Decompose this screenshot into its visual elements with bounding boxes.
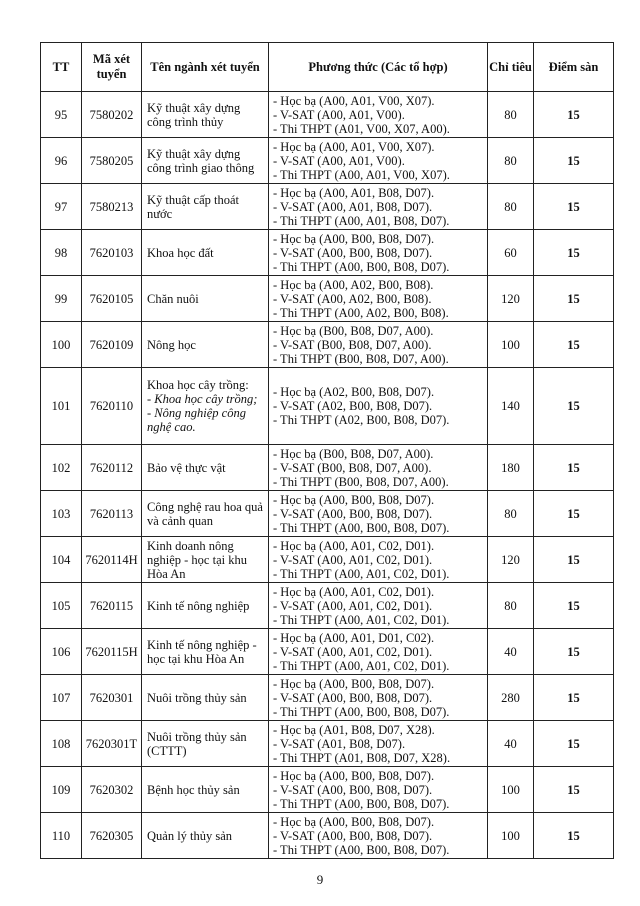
cell-name <box>142 767 269 813</box>
table-row <box>41 276 614 322</box>
cell-score: 15 <box>534 322 614 368</box>
cell-code: 7620305 <box>82 813 142 859</box>
cell-tt: 96 <box>41 138 82 184</box>
method-line: - V-SAT (B00, B08, D07, A00). <box>273 337 432 352</box>
method-line: - Thi THPT (A00, B00, B08, D07). <box>273 259 450 274</box>
cell-tt: 110 <box>41 813 82 859</box>
cell-tt: 109 <box>41 767 82 813</box>
cell-quota: 60 <box>488 230 534 276</box>
header-score: Điểm sàn <box>534 43 614 92</box>
cell-quota: 80 <box>488 92 534 138</box>
cell-tt: 108 <box>41 721 82 767</box>
major-name: Nông học <box>147 337 196 352</box>
table-row <box>41 629 614 675</box>
method-line: - Học bạ (A00, A01, C02, D01). <box>273 538 435 553</box>
cell-code: 7620112 <box>82 445 142 491</box>
cell-quota: 120 <box>488 537 534 583</box>
method-line: - Thi THPT (A00, A02, B00, B08). <box>273 305 449 320</box>
cell-quota: 100 <box>488 767 534 813</box>
cell-code: 7620103 <box>82 230 142 276</box>
method-line: - V-SAT (B00, B08, D07, A00). <box>273 460 432 475</box>
cell-method <box>269 92 488 138</box>
cell-code: 7620115 <box>82 583 142 629</box>
cell-tt: 104 <box>41 537 82 583</box>
method-line: - Thi THPT (A00, B00, B08, D07). <box>273 704 450 719</box>
cell-name <box>142 184 269 230</box>
cell-code: 7620301T <box>82 721 142 767</box>
header-name: Tên ngành xét tuyển <box>142 43 269 92</box>
method-line: - V-SAT (A00, B00, B08, D07). <box>273 690 433 705</box>
cell-name <box>142 276 269 322</box>
method-line: - Học bạ (B00, B08, D07, A00). <box>273 446 434 461</box>
method-line: - V-SAT (A00, A01, V00). <box>273 153 405 168</box>
cell-method <box>269 491 488 537</box>
method-line: - Học bạ (A00, A01, B08, D07). <box>273 185 435 200</box>
table-row <box>41 138 614 184</box>
method-line: - V-SAT (A00, A01, C02, D01). <box>273 598 433 613</box>
cell-score: 15 <box>534 445 614 491</box>
method-line: - V-SAT (A00, A01, B08, D07). <box>273 199 433 214</box>
cell-score: 15 <box>534 721 614 767</box>
cell-score: 15 <box>534 767 614 813</box>
method-line: - V-SAT (A00, A01, C02, D01). <box>273 644 433 659</box>
table-row <box>41 322 614 368</box>
method-line: - V-SAT (A02, B00, B08, D07). <box>273 399 433 413</box>
cell-tt: 105 <box>41 583 82 629</box>
admission-table <box>40 42 614 859</box>
cell-tt: 97 <box>41 184 82 230</box>
method-line: - Thi THPT (A00, B00, B08, D07). <box>273 796 450 811</box>
cell-score: 15 <box>534 230 614 276</box>
table-row <box>41 721 614 767</box>
major-name: Khoa học cây trồng: <box>147 378 249 392</box>
method-line: - V-SAT (A00, B00, B08, D07). <box>273 506 433 521</box>
cell-quota: 80 <box>488 491 534 537</box>
method-line: - Thi THPT (A02, B00, B08, D07). <box>273 413 450 427</box>
cell-score: 15 <box>534 675 614 721</box>
cell-method <box>269 445 488 491</box>
major-sub-item: - Nông nghiệp công nghệ cao. <box>147 406 246 434</box>
cell-quota: 40 <box>488 629 534 675</box>
major-name: Kỹ thuật xây dựng công trình thủy <box>147 100 241 129</box>
table-row <box>41 537 614 583</box>
cell-quota: 80 <box>488 138 534 184</box>
major-name: Bệnh học thủy sản <box>147 782 240 797</box>
cell-code: 7620114H <box>82 537 142 583</box>
cell-score: 15 <box>534 583 614 629</box>
cell-code: 7580213 <box>82 184 142 230</box>
header-code: Mã xét tuyển <box>82 43 142 92</box>
table-row <box>41 368 614 445</box>
header-tt: TT <box>41 43 82 92</box>
method-line: - Học bạ (A00, A01, V00, X07). <box>273 93 435 108</box>
method-line: - Học bạ (A00, B00, B08, D07). <box>273 814 435 829</box>
major-name: Kinh doanh nông nghiệp - học tại khu Hòa An <box>147 538 247 581</box>
cell-method <box>269 629 488 675</box>
cell-name <box>142 721 269 767</box>
cell-name <box>142 675 269 721</box>
cell-tt: 100 <box>41 322 82 368</box>
cell-quota: 80 <box>488 184 534 230</box>
method-line: - Học bạ (A00, A01, D01, C02). <box>273 630 435 645</box>
method-line: - Học bạ (A02, B00, B08, D07). <box>273 385 435 399</box>
cell-code: 7620302 <box>82 767 142 813</box>
cell-method <box>269 184 488 230</box>
cell-method <box>269 537 488 583</box>
table-row <box>41 184 614 230</box>
cell-method <box>269 583 488 629</box>
cell-quota: 120 <box>488 276 534 322</box>
method-line: - V-SAT (A00, B00, B08, D07). <box>273 828 433 843</box>
method-line: - V-SAT (A01, B08, D07). <box>273 736 406 751</box>
cell-tt: 103 <box>41 491 82 537</box>
major-name: Quản lý thủy sản <box>147 828 233 843</box>
major-sub-item: - Khoa học cây trồng; <box>147 392 258 406</box>
header-method: Phương thức (Các tổ hợp) <box>269 43 488 92</box>
cell-code: 7580205 <box>82 138 142 184</box>
table-row <box>41 675 614 721</box>
method-line: - Học bạ (A01, B08, D07, X28). <box>273 722 435 737</box>
cell-method <box>269 230 488 276</box>
method-line: - Thi THPT (A00, A01, C02, D01). <box>273 658 450 673</box>
cell-name <box>142 583 269 629</box>
cell-code: 7620301 <box>82 675 142 721</box>
table-row <box>41 92 614 138</box>
page-number: 9 <box>316 872 324 887</box>
cell-method <box>269 322 488 368</box>
cell-quota: 180 <box>488 445 534 491</box>
method-line: - V-SAT (A00, B00, B08, D07). <box>273 782 433 797</box>
cell-score: 15 <box>534 629 614 675</box>
method-line: - V-SAT (A00, A02, B00, B08). <box>273 291 432 306</box>
method-line: - Học bạ (A00, B00, B08, D07). <box>273 768 435 783</box>
cell-name <box>142 813 269 859</box>
cell-method <box>269 675 488 721</box>
method-line: - Học bạ (A00, A01, C02, D01). <box>273 584 435 599</box>
cell-code: 7620105 <box>82 276 142 322</box>
method-line: - V-SAT (A00, A01, C02, D01). <box>273 552 433 567</box>
cell-score: 15 <box>534 537 614 583</box>
cell-code: 7620109 <box>82 322 142 368</box>
cell-tt: 102 <box>41 445 82 491</box>
method-line: - Thi THPT (A01, V00, X07, A00). <box>273 121 450 136</box>
method-line: - Học bạ (A00, B00, B08, D07). <box>273 492 435 507</box>
method-line: - Thi THPT (A00, A01, C02, D01). <box>273 612 450 627</box>
cell-name <box>142 445 269 491</box>
cell-score: 15 <box>534 92 614 138</box>
header-quota: Chỉ tiêu <box>488 43 534 92</box>
cell-score: 15 <box>534 184 614 230</box>
major-name: Kỹ thuật xây dựng công trình giao thông <box>147 146 255 175</box>
cell-quota: 280 <box>488 675 534 721</box>
cell-name <box>142 491 269 537</box>
method-line: - Thi THPT (B00, B08, D07, A00). <box>273 474 449 489</box>
cell-name <box>142 368 269 445</box>
method-line: - Học bạ (B00, B08, D07, A00). <box>273 323 434 338</box>
cell-score: 15 <box>534 276 614 322</box>
major-name: Kinh tế nông nghiệp <box>147 598 250 613</box>
method-line: - V-SAT (A00, A01, V00). <box>273 107 405 122</box>
header-row <box>41 43 614 92</box>
method-line: - Học bạ (A00, B00, B08, D07). <box>273 676 435 691</box>
cell-method <box>269 368 488 445</box>
cell-method <box>269 138 488 184</box>
cell-tt: 95 <box>41 92 82 138</box>
method-line: - Thi THPT (A00, A01, V00, X07). <box>273 167 450 182</box>
cell-tt: 98 <box>41 230 82 276</box>
cell-quota: 140 <box>488 368 534 445</box>
major-name: Bảo vệ thực vật <box>147 460 226 475</box>
table-body <box>41 92 614 859</box>
method-line: - Thi THPT (A00, B00, B08, D07). <box>273 842 450 857</box>
method-line: - Thi THPT (A00, A01, C02, D01). <box>273 566 450 581</box>
method-line: - Học bạ (A00, A01, V00, X07). <box>273 139 435 154</box>
cell-tt: 106 <box>41 629 82 675</box>
table-row <box>41 445 614 491</box>
cell-quota: 100 <box>488 322 534 368</box>
cell-tt: 107 <box>41 675 82 721</box>
cell-quota: 40 <box>488 721 534 767</box>
table-row <box>41 491 614 537</box>
table-row <box>41 583 614 629</box>
cell-name <box>142 230 269 276</box>
major-name: Chăn nuôi <box>147 291 199 306</box>
major-name: Kinh tế nông nghiệp - học tại khu Hòa An <box>147 637 257 666</box>
major-name: Công nghệ rau hoa quả và cảnh quan <box>147 499 263 528</box>
cell-code: 7620115H <box>82 629 142 675</box>
cell-name <box>142 629 269 675</box>
cell-name <box>142 537 269 583</box>
major-name: Nuôi trồng thủy sản <box>147 690 247 705</box>
method-line: - Thi THPT (A01, B08, D07, X28). <box>273 750 451 765</box>
cell-score: 15 <box>534 813 614 859</box>
cell-tt: 101 <box>41 368 82 445</box>
cell-name <box>142 322 269 368</box>
cell-tt: 99 <box>41 276 82 322</box>
table-row <box>41 813 614 859</box>
method-line: - Thi THPT (A00, A01, B08, D07). <box>273 213 450 228</box>
method-line: - Thi THPT (B00, B08, D07, A00). <box>273 351 449 366</box>
cell-quota: 100 <box>488 813 534 859</box>
cell-name <box>142 138 269 184</box>
method-line: - Thi THPT (A00, B00, B08, D07). <box>273 520 450 535</box>
major-name: Kỹ thuật cấp thoát nước <box>147 192 239 221</box>
major-name: Nuôi trồng thủy sản (CTTT) <box>147 729 247 758</box>
table-row <box>41 767 614 813</box>
cell-score: 15 <box>534 368 614 445</box>
method-line: - V-SAT (A00, B00, B08, D07). <box>273 245 433 260</box>
cell-quota: 80 <box>488 583 534 629</box>
cell-code: 7620110 <box>82 368 142 445</box>
method-line: - Học bạ (A00, B00, B08, D07). <box>273 231 435 246</box>
cell-score: 15 <box>534 491 614 537</box>
cell-code: 7620113 <box>82 491 142 537</box>
cell-method <box>269 767 488 813</box>
table-row <box>41 230 614 276</box>
cell-method <box>269 276 488 322</box>
method-line: - Học bạ (A00, A02, B00, B08). <box>273 277 434 292</box>
cell-method <box>269 721 488 767</box>
cell-score: 15 <box>534 138 614 184</box>
cell-code: 7580202 <box>82 92 142 138</box>
cell-name <box>142 92 269 138</box>
cell-method <box>269 813 488 859</box>
major-name: Khoa học đất <box>147 245 214 260</box>
